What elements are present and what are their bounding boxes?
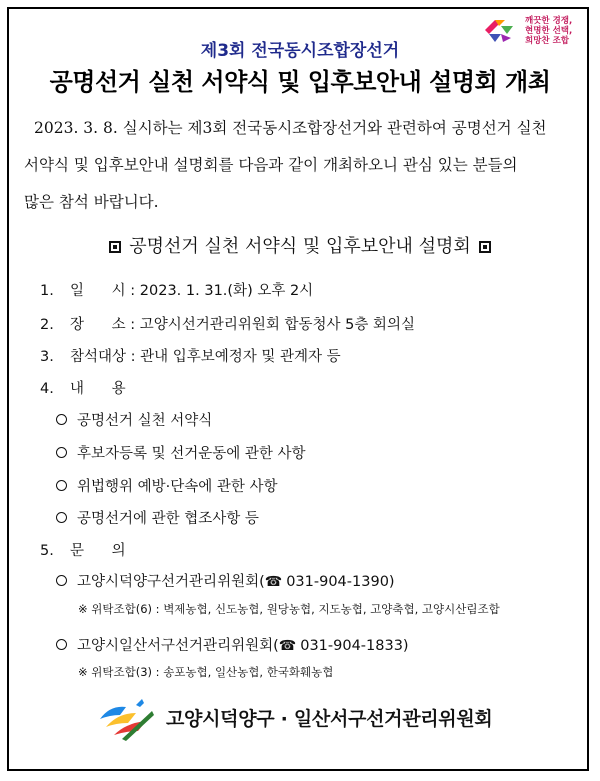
item-inquiry bbox=[40, 539, 126, 560]
intro-paragraph bbox=[24, 110, 580, 221]
consigned-unions-note: ※ 위탁조합(6) : 벽제농협, 신도농협, 원당농협, 지도농협, 고양축협, 고양시산림조합 bbox=[78, 602, 500, 616]
section-heading bbox=[0, 232, 600, 258]
subtitle: 제3회 전국동시조합장선거 bbox=[200, 41, 400, 61]
item-number: 1. bbox=[40, 283, 54, 299]
content-text: 공명선거 실천 서약식 bbox=[77, 413, 213, 429]
office-name: 고양시일산서구선거관리위원회( bbox=[77, 638, 279, 654]
content-text: 위법행위 예방·단속에 관한 사항 bbox=[77, 479, 278, 495]
item-number: 3. bbox=[40, 349, 54, 365]
slogan-line-2: 현명한 선택, bbox=[525, 26, 573, 36]
circle-bullet-icon bbox=[56, 512, 67, 523]
item-contents bbox=[40, 377, 126, 398]
item-date bbox=[40, 279, 313, 300]
circle-bullet-icon bbox=[56, 447, 67, 458]
slogan-line-1: 깨끗한 경쟁, bbox=[525, 16, 573, 26]
office-phone: 031-904-1390) bbox=[286, 574, 395, 590]
item-label: 문 의 bbox=[70, 543, 126, 559]
content-item bbox=[56, 507, 259, 528]
footer-organization: 고양시덕양구 · 일산서구선거관리위원회 bbox=[166, 708, 493, 730]
content-item bbox=[56, 475, 278, 496]
item-place bbox=[40, 313, 415, 334]
item-value: : 2023. 1. 31.(화) 오후 2시 bbox=[130, 283, 314, 299]
phone-icon: ☎ bbox=[264, 574, 283, 590]
office-phone: 031-904-1833) bbox=[300, 638, 409, 654]
election-commission-emblem-icon bbox=[96, 697, 158, 743]
item-value: : 고양시선거관리위원회 합동청사 5층 회의실 bbox=[130, 317, 415, 333]
intro-line-2: 서약식 및 입후보안내 설명회를 다음과 같이 개최하오니 관심 있는 분들의 bbox=[24, 156, 518, 174]
section-title: 공명선거 실천 서약식 및 입후보안내 설명회 bbox=[129, 236, 471, 257]
item-number: 4. bbox=[40, 381, 54, 397]
item-label: 참석대상 bbox=[70, 349, 127, 365]
intro-line-3: 많은 참석 바랍니다. bbox=[24, 193, 159, 211]
item-value: : 관내 입후보예정자 및 관계자 등 bbox=[130, 349, 341, 365]
item-label: 일 시 bbox=[70, 283, 126, 299]
content-text: 공명선거에 관한 협조사항 등 bbox=[77, 511, 259, 527]
circle-bullet-icon bbox=[56, 480, 67, 491]
item-number: 2. bbox=[40, 317, 54, 333]
consigned-unions-note: ※ 위탁조합(3) : 송포농협, 일산농협, 한국화훼농협 bbox=[78, 665, 334, 679]
slogan-line-3: 희망찬 조합 bbox=[525, 36, 570, 46]
box-icon bbox=[479, 241, 491, 253]
intro-line-1: 2023. 3. 8. 실시하는 제3회 전국동시조합장선거와 관련하여 공명선거 실천 bbox=[34, 119, 547, 137]
item-label: 장 소 bbox=[70, 317, 126, 333]
content-item bbox=[56, 442, 306, 463]
circle-bullet-icon bbox=[56, 639, 67, 650]
item-attendees bbox=[40, 345, 341, 366]
phone-icon: ☎ bbox=[278, 638, 297, 654]
item-label: 내 용 bbox=[70, 381, 126, 397]
box-icon bbox=[109, 241, 121, 253]
content-item bbox=[56, 409, 212, 430]
circle-bullet-icon bbox=[56, 414, 67, 425]
inquiry-office-deokyang bbox=[56, 570, 395, 591]
inquiry-office-ilsanseo bbox=[56, 634, 409, 655]
page-title: 공명선거 실천 서약식 및 입후보안내 설명회 개최 bbox=[49, 68, 551, 96]
circle-bullet-icon bbox=[56, 575, 67, 586]
item-number: 5. bbox=[40, 543, 54, 559]
content-text: 후보자등록 및 선거운동에 관한 사항 bbox=[77, 446, 306, 462]
office-name: 고양시덕양구선거관리위원회( bbox=[77, 574, 265, 590]
